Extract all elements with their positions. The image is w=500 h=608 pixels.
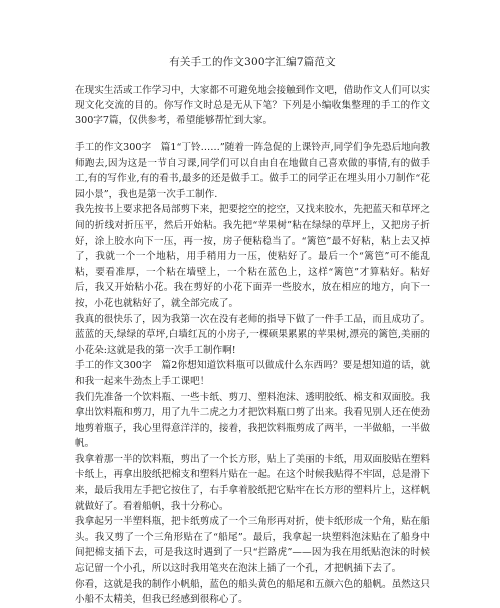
body-paragraph: 我先按书上要求把各局部剪下来，把要挖空的挖空，又找来胶水，先把蓝天和草坪之间的折线对折压平，然后开始粘。我先把“苹果树”粘在绿绿的草坪上，又把房子折好，涂上胶水向下一压，再一按，房子便粘稳当了。“篱笆”最不好粘，粘上去又掉了，我就一个一个地粘，用手稍用力一压，使粘好了。最后一个“篱笆”可不能乱粘，要看准厚，一个粘在墙壁上，一个粘在蓝色上，这样“篱笆”才算粘好。粘好后，我又开始粘小花。我在剪好的小花下面弄一些胶水，放在相应的地方，向下一按，小花也就粘好了，就全部完成了。: [75, 204, 430, 309]
body-paragraph: 你看，这就是我的制作小帆船，蓝色的船头黄色的船尾和五颜六色的船帆。虽然这只小船不太精美，但我已经感到很称心了。: [75, 578, 430, 606]
body-paragraph: 我拿着那一半的饮料瓶，剪出了一个长方形，贴上了美丽的卡纸，用双面胶贴在塑料卡纸上，再拿出胶纸把棉支和塑料片贴在一起。在这个时候我贴得不牢固，总是滑下来，最后我用左手把它按住了，右手拿着胶纸把它贴牢在长方形的塑料片上，这样帆就做好了。看着船帆，我十分称心。: [75, 453, 430, 512]
document-body: [75, 140, 430, 608]
document-intro: 在现实生活或工作学习中，大家都不可避免地会接触到作文吧，借助作文人们可以实现文化交流的目的。你写作文时总是无从下笔？下列是小编收集整理的手工的作文300字7篇，仅供参考，希望能够帮忙到大家。: [75, 85, 430, 126]
body-paragraph: 我真的很快乐了，因为我第一次在没有老师的指导下做了一件手工品，而且成功了。蓝蓝的天,绿绿的草坪,白墙红瓦的小房子,一棵硕果累累的苹果树,漂亮的篱笆,美丽的小花朵:这就是我的第一次手工制作啊!: [75, 313, 430, 356]
body-paragraph: 我拿起另一半塑料瓶，把卡纸剪成了一个三角形再对折，使卡纸形成一个角，贴在船头。我又剪了一个三角形贴在了“船尾”。最后，我拿起一块塑料泡沫贴在了船身中间把棉支插下去，可是我这时遇到了一只“拦路虎”——因为我在用纸贴泡沫的时候忘记留一个小孔，所以这时我用笔夹在泡沫上插了一个孔，才把帆插下去了。: [75, 516, 430, 575]
body-paragraph: 手工的作文300字 篇1“丁铃……”随着一阵急促的上课铃声,同学们争先恐后地向教师跑去,因为这是一节自习课,同学们可以自由自在地做自己喜欢做的事情,有的做手工,有的写作业,有的看书,最多的还是做手工。做手工的同学正在埋头用小刀制作“花园小景”，我也是第一次手工制作.: [75, 142, 430, 200]
body-paragraph: 手工的作文300字 篇2你想知道饮料瓶可以做成什么东西吗？要是想知道的话，就和我一起来牛劲杰上手工课吧！: [75, 360, 430, 387]
body-paragraph: 我们先准备一个饮料瓶、一些卡纸、剪刀、塑料泡沫、透明胶纸、棉支和双面胶。我拿出饮料瓶和剪刀，用了九牛二虎之力才把饮料瓶口剪了出来。我看见别人还在使劲地剪着瓶子，我心里得意洋洋的，接着，我把饮料瓶剪成了两半，一半做船，一半做帆。: [75, 391, 430, 450]
document-title: 有关手工的作文300字汇编7篇范文: [169, 56, 336, 68]
